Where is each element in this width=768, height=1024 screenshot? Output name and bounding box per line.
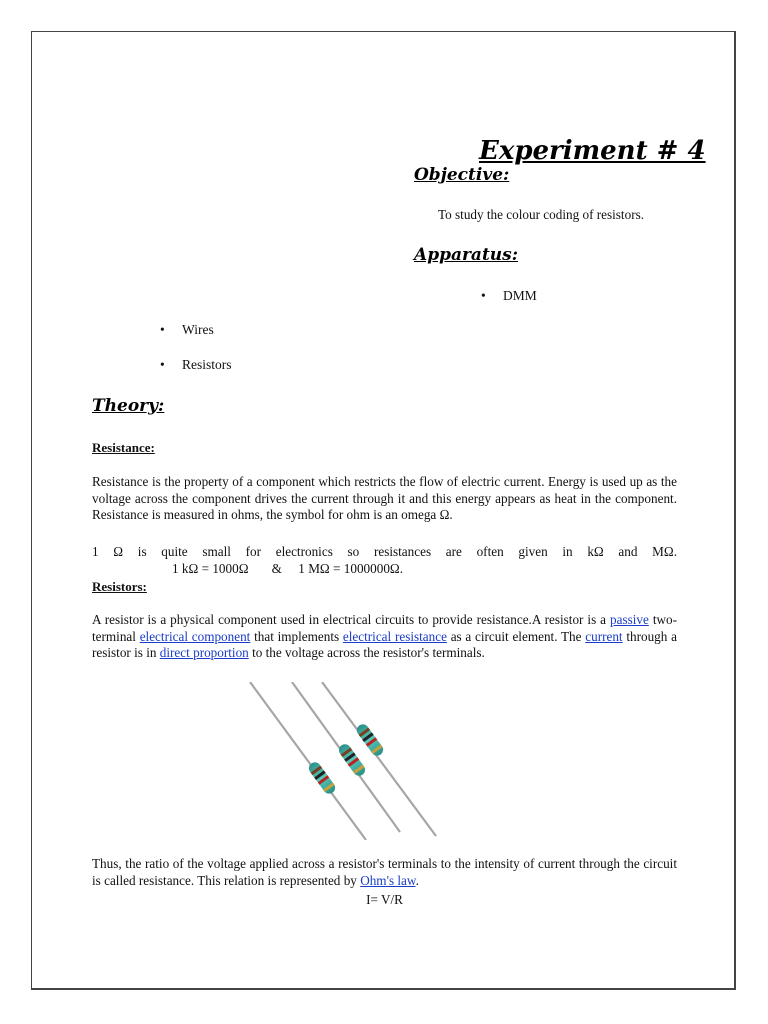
bullet-icon: • <box>160 322 165 337</box>
bullet-icon: • <box>160 357 165 372</box>
text-run: A resistor is a physical component used in electrical circuits to provide resistance.A resistor is a <box>92 612 611 627</box>
link-ohms-law[interactable]: Ohm's law <box>360 872 416 888</box>
objective-text: To study the colour coding of resistors. <box>438 207 645 222</box>
resistors-illustration <box>240 682 442 840</box>
apparatus-item-dmm <box>481 288 537 304</box>
theory-heading: Theory: <box>92 396 165 416</box>
text-run: as a circuit element. The <box>446 628 586 644</box>
apparatus-heading: Apparatus: <box>414 245 519 265</box>
resistors-heading: Resistors: <box>92 579 147 594</box>
ohms-law-formula: I= V/R <box>366 892 403 907</box>
bullet-icon: • <box>481 288 486 303</box>
resistors-paragraph <box>92 612 677 662</box>
text-run: . <box>415 872 419 888</box>
resistance-units-line: 1 Ω is quite small for electronics so resistances are often given in kΩ and MΩ. <box>92 544 677 559</box>
link-passive[interactable]: passive <box>610 612 649 627</box>
link-direct-proportion[interactable]: direct proportion <box>159 645 249 660</box>
apparatus-item-label: Wires <box>182 322 214 337</box>
link-electrical-component[interactable]: electrical component <box>139 628 251 644</box>
apparatus-item-label: Resistors <box>182 357 232 372</box>
text-run: to the voltage across the resistor's terminals. <box>248 645 485 660</box>
document-page <box>31 31 736 990</box>
resistance-conversion-line: 1 kΩ = 1000Ω & 1 MΩ = 1000000Ω. <box>172 561 404 576</box>
text-run: Thus, the ratio of the voltage applied across a resistor's terminals to the intensity of current through the circuit is called resistance. This relation is represented by <box>92 856 677 888</box>
resistors-photo <box>240 682 442 840</box>
resistance-heading: Resistance: <box>92 440 155 455</box>
page-title: Experiment # 4 <box>479 136 706 166</box>
ohms-law-paragraph <box>92 856 677 889</box>
text-run: through a resistor is in <box>92 628 677 660</box>
apparatus-item-label: DMM <box>503 288 537 303</box>
resistance-paragraph: Resistance is the property of a component which restricts the flow of electric current. Energy is used up as the voltage across the component drives the current through it and this energy appears as heat in the component. Resistance is measured in ohms, the symbol for ohm is an omega Ω. <box>92 474 677 522</box>
objective-heading: Objective: <box>414 165 510 185</box>
text-run: that implements <box>250 628 343 644</box>
text-run: two-terminal <box>92 612 677 644</box>
apparatus-item-resistors <box>160 357 232 373</box>
link-electrical-resistance[interactable]: electrical resistance <box>342 628 447 644</box>
link-current[interactable]: current <box>585 628 623 644</box>
apparatus-item-wires <box>160 322 214 338</box>
